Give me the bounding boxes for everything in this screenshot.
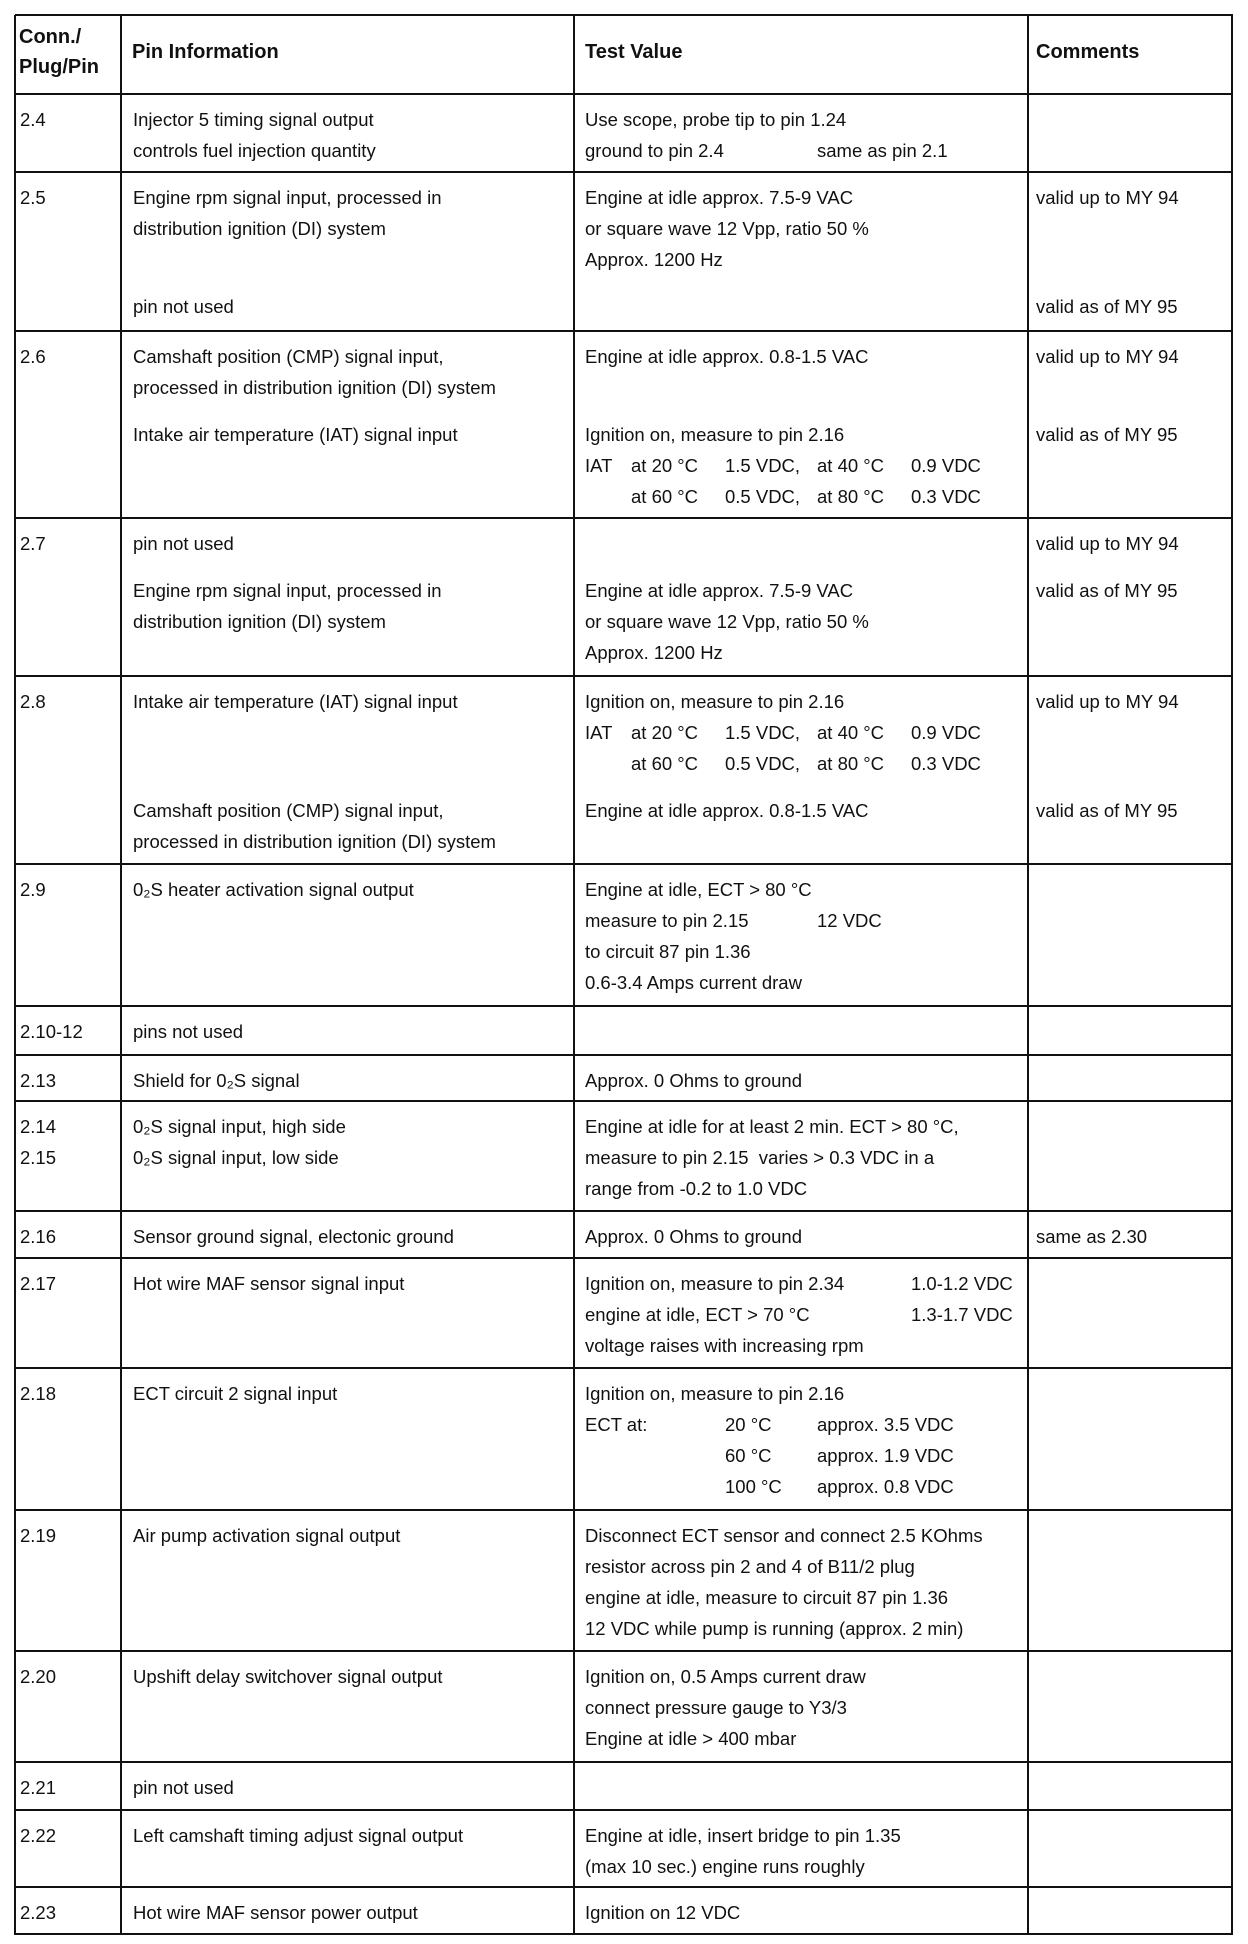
test-line: Approx. 1200 Hz [585, 641, 723, 663]
pin-line: 2.15 [20, 1147, 57, 1168]
test-line: Engine at idle for at least 2 min. ECT > 80 °C, [585, 1116, 959, 1137]
test-segment: at 40 °C [817, 454, 885, 476]
test-segment: Ignition on, measure to pin 2.34 [585, 1273, 845, 1294]
test-line: Ignition on, measure to pin 2.16 [585, 1383, 845, 1404]
test-line: Engine at idle approx. 7.5-9 VAC [585, 187, 854, 208]
pin-line: 2.9 [20, 879, 46, 900]
test-segment: at 20 °C [631, 454, 699, 476]
test-line: engine at idle, measure to circuit 87 pin 1.36 [585, 1587, 949, 1608]
test-segment: at 80 °C [817, 753, 885, 774]
row-divider [15, 14, 1233, 16]
comments-line: valid up to MY 94 [1036, 691, 1179, 712]
pin-line: 2.18 [20, 1383, 57, 1404]
row-divider [15, 517, 1233, 519]
pin-line: 2.8 [20, 691, 46, 712]
test-line: Engine at idle approx. 0.8-1.5 VAC [585, 799, 869, 821]
test-line: Ignition on, measure to pin 2.16 [585, 691, 845, 712]
test-line: connect pressure gauge to Y3/3 [585, 1697, 847, 1718]
test-segment: at 60 °C [631, 485, 699, 507]
test-line: Approx. 1200 Hz [585, 249, 723, 270]
test-line: (max 10 sec.) engine runs roughly [585, 1856, 865, 1877]
test-line: or square wave 12 Vpp, ratio 50 % [585, 218, 869, 239]
row-divider [15, 1257, 1233, 1259]
test-segment: 0.3 VDC [911, 485, 981, 507]
info-line: Intake air temperature (IAT) signal input [133, 691, 458, 712]
test-line: Engine at idle approx. 7.5-9 VAC [585, 579, 854, 601]
column-divider [14, 15, 16, 1935]
test-segment: 0.3 VDC [911, 753, 981, 774]
row-divider [15, 1650, 1233, 1652]
info-line: 0₂S signal input, low side [133, 1147, 339, 1168]
pin-line: 2.10-12 [20, 1021, 83, 1042]
test-line: Engine at idle, ECT > 80 °C [585, 879, 812, 900]
info-line: ECT circuit 2 signal input [133, 1383, 338, 1404]
test-segment: 0.5 VDC, [725, 485, 801, 507]
test-line: Engine at idle, insert bridge to pin 1.35 [585, 1825, 901, 1846]
info-line: pins not used [133, 1021, 244, 1042]
info-line: Upshift delay switchover signal output [133, 1666, 443, 1687]
test-segment: 12 VDC [817, 910, 882, 931]
info-line: Left camshaft timing adjust signal output [133, 1825, 464, 1846]
test-line: Approx. 0 Ohms to ground [585, 1070, 802, 1091]
info-line: processed in distribution ignition (DI) system [133, 830, 496, 852]
row-divider [15, 863, 1233, 865]
test-line: resistor across pin 2 and 4 of B11/2 plug [585, 1556, 915, 1577]
test-segment: approx. 0.8 VDC [817, 1476, 954, 1497]
test-line: or square wave 12 Vpp, ratio 50 % [585, 610, 869, 632]
test-line: Engine at idle > 400 mbar [585, 1728, 797, 1749]
header-conn-line1: Conn./ [19, 26, 82, 48]
info-line: Hot wire MAF sensor power output [133, 1902, 418, 1923]
test-segment: 1.3-1.7 VDC [911, 1304, 1013, 1325]
info-line: Intake air temperature (IAT) signal input [133, 423, 458, 445]
info-line: controls fuel injection quantity [133, 140, 376, 161]
pin-line: 2.5 [20, 187, 46, 208]
comments-line: valid up to MY 94 [1036, 533, 1179, 554]
column-divider [1027, 15, 1029, 1935]
test-segment: 0.9 VDC [911, 454, 981, 476]
row-divider [15, 1210, 1233, 1212]
comments-line: valid up to MY 94 [1036, 187, 1179, 208]
test-segment: same as pin 2.1 [817, 140, 948, 161]
info-line: pin not used [133, 533, 234, 554]
header-test-value: Test Value [585, 41, 683, 63]
row-divider [15, 171, 1233, 173]
test-segment: at 80 °C [817, 485, 885, 507]
column-divider [1231, 15, 1233, 1935]
info-line: processed in distribution ignition (DI) system [133, 377, 496, 398]
comments-line: valid as of MY 95 [1036, 423, 1178, 445]
info-line: Engine rpm signal input, processed in [133, 579, 442, 601]
info-line: Engine rpm signal input, processed in [133, 187, 442, 208]
test-line: 12 VDC while pump is running (approx. 2 min) [585, 1618, 964, 1639]
row-divider [15, 1054, 1233, 1056]
test-segment: ECT at: [585, 1414, 648, 1435]
row-divider [15, 1005, 1233, 1007]
info-line: 0₂S heater activation signal output [133, 879, 414, 900]
row-divider [15, 93, 1233, 95]
test-line: range from -0.2 to 1.0 VDC [585, 1178, 808, 1199]
test-segment: 60 °C [725, 1445, 772, 1466]
info-line: Sensor ground signal, electonic ground [133, 1226, 454, 1247]
pin-line: 2.4 [20, 109, 46, 130]
test-line: Ignition on 12 VDC [585, 1902, 741, 1923]
test-segment: IAT [585, 722, 613, 743]
header-comments: Comments [1036, 41, 1140, 63]
comments-line: valid as of MY 95 [1036, 579, 1178, 601]
test-segment: 1.0-1.2 VDC [911, 1273, 1013, 1294]
info-line: distribution ignition (DI) system [133, 218, 386, 239]
pin-line: 2.17 [20, 1273, 57, 1294]
info-line: Camshaft position (CMP) signal input, [133, 346, 444, 367]
test-segment: 20 °C [725, 1414, 772, 1435]
test-segment: engine at idle, ECT > 70 °C [585, 1304, 810, 1325]
row-divider [15, 675, 1233, 677]
row-divider [15, 1367, 1233, 1369]
pin-line: 2.13 [20, 1070, 57, 1091]
row-divider [15, 330, 1233, 332]
test-segment: IAT [585, 454, 613, 476]
comments-line: valid up to MY 94 [1036, 346, 1179, 367]
test-line: measure to pin 2.15 varies > 0.3 VDC in a [585, 1147, 935, 1168]
info-line: distribution ignition (DI) system [133, 610, 386, 632]
pin-line: 2.22 [20, 1825, 57, 1846]
test-segment: at 60 °C [631, 753, 699, 774]
pin-line: 2.7 [20, 533, 46, 554]
pin-line: 2.20 [20, 1666, 57, 1687]
comments-line: valid as of MY 95 [1036, 799, 1178, 821]
test-segment: ground to pin 2.4 [585, 140, 724, 161]
column-divider [573, 15, 575, 1935]
column-divider [120, 15, 122, 1935]
test-segment: at 40 °C [817, 722, 885, 743]
test-line: 0.6-3.4 Amps current draw [585, 972, 802, 993]
test-segment: 1.5 VDC, [725, 722, 801, 743]
pin-line: 2.6 [20, 346, 46, 367]
row-divider [15, 1933, 1233, 1935]
comments-line: same as 2.30 [1036, 1226, 1148, 1247]
row-divider [15, 1809, 1233, 1811]
test-line: Approx. 0 Ohms to ground [585, 1226, 802, 1247]
row-divider [15, 1886, 1233, 1888]
test-line: to circuit 87 pin 1.36 [585, 941, 751, 962]
test-line: Disconnect ECT sensor and connect 2.5 KOhms [585, 1525, 983, 1546]
pin-line: 2.19 [20, 1525, 57, 1546]
pin-line: 2.16 [20, 1226, 57, 1247]
test-segment: approx. 1.9 VDC [817, 1445, 954, 1466]
test-segment: 1.5 VDC, [725, 454, 801, 476]
header-pin-information: Pin Information [132, 41, 279, 63]
test-line: voltage raises with increasing rpm [585, 1335, 864, 1356]
info-line: Injector 5 timing signal output [133, 109, 374, 130]
row-divider [15, 1761, 1233, 1763]
info-line: Shield for 0₂S signal [133, 1070, 300, 1091]
test-line: Use scope, probe tip to pin 1.24 [585, 109, 847, 130]
header-conn-line2: Plug/Pin [19, 56, 99, 78]
row-divider [15, 1509, 1233, 1511]
pin-line: 2.14 [20, 1116, 57, 1137]
info-line: Hot wire MAF sensor signal input [133, 1273, 405, 1294]
info-line: Camshaft position (CMP) signal input, [133, 799, 444, 821]
pin-line: 2.21 [20, 1777, 57, 1798]
test-segment: 100 °C [725, 1476, 782, 1497]
test-line: Ignition on, 0.5 Amps current draw [585, 1666, 866, 1687]
info-line: pin not used [133, 295, 234, 317]
info-line: Air pump activation signal output [133, 1525, 401, 1546]
test-segment: 0.5 VDC, [725, 753, 801, 774]
comments-line: valid as of MY 95 [1036, 295, 1178, 317]
test-segment: 0.9 VDC [911, 722, 981, 743]
test-line: Ignition on, measure to pin 2.16 [585, 423, 845, 445]
row-divider [15, 1100, 1233, 1102]
info-line: pin not used [133, 1777, 234, 1798]
test-segment: approx. 3.5 VDC [817, 1414, 954, 1435]
test-segment: measure to pin 2.15 [585, 910, 749, 931]
test-segment: at 20 °C [631, 722, 699, 743]
info-line: 0₂S signal input, high side [133, 1116, 346, 1137]
pin-line: 2.23 [20, 1902, 57, 1923]
test-line: Engine at idle approx. 0.8-1.5 VAC [585, 346, 869, 367]
